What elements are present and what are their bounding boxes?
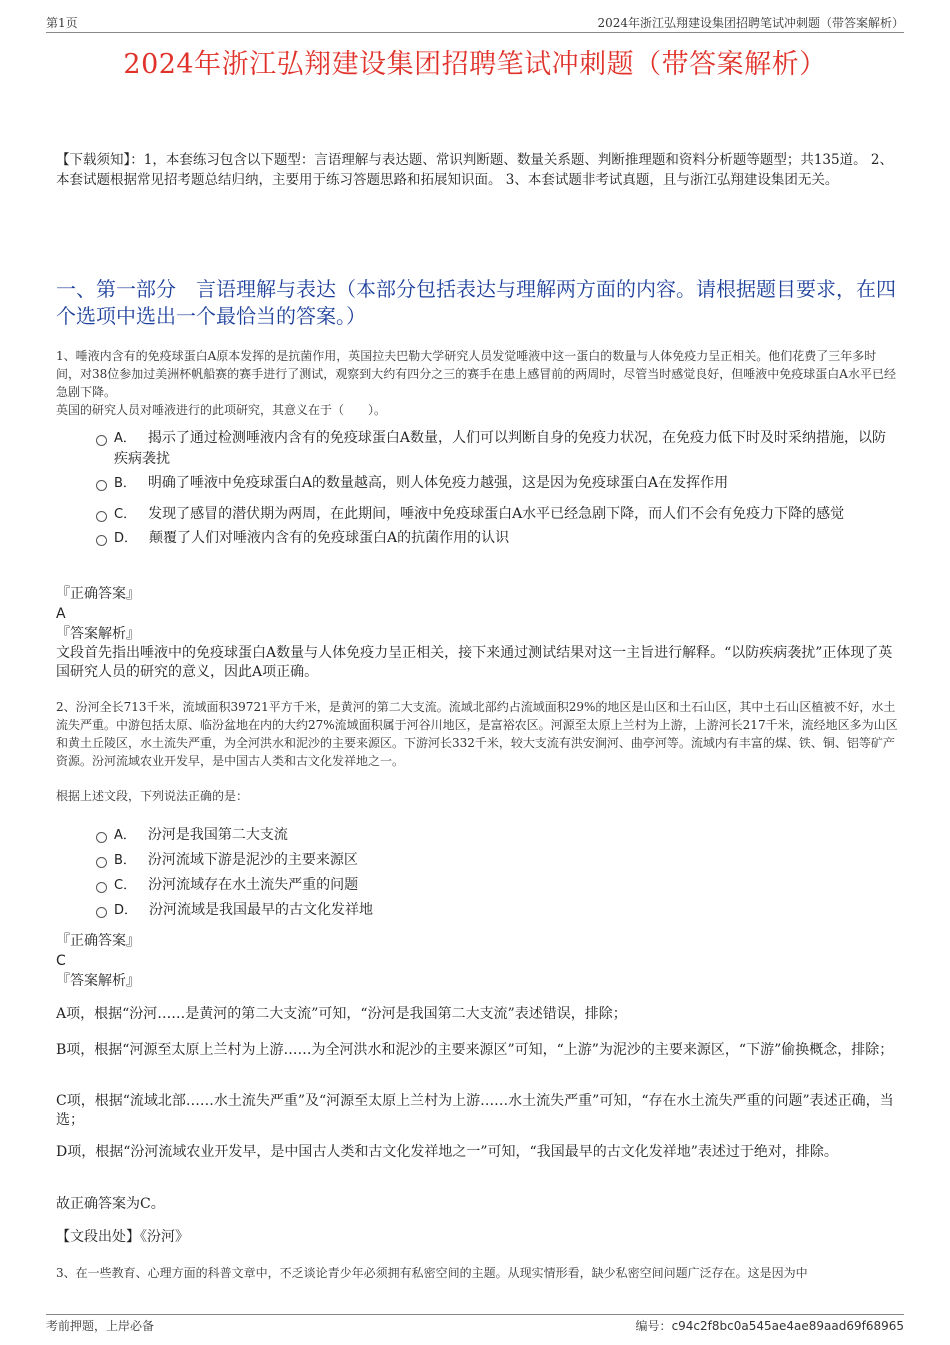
question-2-option-d[interactable]: D． 汾河流域是我国最早的古文化发祥地 bbox=[96, 900, 898, 921]
radio-icon[interactable] bbox=[96, 907, 107, 918]
question-1-stem bbox=[56, 347, 898, 419]
analysis-label: 『答案解析』 bbox=[56, 973, 140, 989]
radio-icon[interactable] bbox=[96, 857, 107, 868]
question-2-analysis-a: A项，根据“汾河……是黄河的第二大支流”可知，“汾河是我国第二大支流”表述错误，排除； bbox=[56, 1006, 627, 1022]
analysis-label: 『答案解析』 bbox=[56, 626, 140, 642]
question-1-answer: A bbox=[56, 606, 66, 622]
radio-icon[interactable] bbox=[96, 832, 107, 843]
radio-icon[interactable] bbox=[96, 535, 107, 546]
question-2-answer-block bbox=[56, 931, 898, 991]
question-2-option-c[interactable]: C． 汾河流域存在水土流失严重的问题 bbox=[96, 875, 898, 896]
question-1-option-b[interactable]: B． 明确了唾液中免疫球蛋白A的数量越高，则人体免疫力越强，这是因为免疫球蛋白A在发挥作用 bbox=[96, 473, 898, 494]
radio-icon[interactable] bbox=[96, 480, 107, 491]
radio-icon[interactable] bbox=[96, 511, 107, 522]
question-2-conclusion: 故正确答案为C。 bbox=[56, 1196, 165, 1212]
footer-slogan: 考前押题，上岸必备 bbox=[46, 1319, 155, 1333]
question-2-option-b[interactable]: B． 汾河流域下游是泥沙的主要来源区 bbox=[96, 850, 898, 871]
question-1-option-c[interactable]: C． 发现了感冒的潜伏期为两周，在此期间，唾液中免疫球蛋白A水平已经急剧下降，而人们不会有免疫力下降的感觉 bbox=[96, 504, 898, 525]
page-number: 第1页 bbox=[46, 16, 78, 30]
page-footer bbox=[46, 1314, 904, 1333]
question-2-prompt: 根据上述文段，下列说法正确的是： bbox=[56, 789, 249, 803]
radio-icon[interactable] bbox=[96, 435, 107, 446]
question-2-passage: 2、汾河全长713千米，流域面积39721平方千米，是黄河的第二大支流。流域北部约占流域面积29%的地区是山区和土石山区，其中土石山区植被不好，水土流失严重。中游包括太原、临汾盆地在内的大约27%流域面积属于河谷川地区，是富裕农区。河源至太原上兰村为上游，上游河长217千米，流经地区多为山区和黄土丘陵区，水土流失严重，为全河洪水和泥沙的主要来源区。下游河长332千米，较大支流有洪安涧河、曲亭河等。流域内有丰富的煤、铁、铜、铝等矿产资源。汾河流域农业开发早，是中国古人类和古文化发祥地之一。 bbox=[56, 700, 898, 768]
question-2-analysis-c: C项，根据“流域北部……水土流失严重”及“河源至太原上兰村为上游……水土流失严重”可知，“存在水土流失严重的问题”表述正确，当选； bbox=[56, 1093, 894, 1128]
footer-doc-code: 编号：c94c2f8bc0a545ae4ae89aad69f68965 bbox=[635, 1319, 904, 1333]
question-1-analysis: 文段首先指出唾液中的免疫球蛋白A数量与人体免疫力呈正相关，接下来通过测试结果对这一主旨进行解释。“以防疾病袭扰”正体现了英国研究人员的研究的意义，因此A项正确。 bbox=[56, 645, 893, 680]
question-2-analysis-b: B项，根据“河源至太原上兰村为上游……为全河洪水和泥沙的主要来源区”可知，“上游”为泥沙的主要来源区，“下游”偷换概念，排除； bbox=[56, 1042, 894, 1058]
question-1-option-d[interactable]: D． 颠覆了人们对唾液内含有的免疫球蛋白A的抗菌作用的认识 bbox=[96, 528, 898, 549]
question-2-analysis-d: D项，根据“汾河流域农业开发早，是中国古人类和古文化发祥地之一”可知，“我国最早的古文化发祥地”表述过于绝对，排除。 bbox=[56, 1144, 838, 1160]
question-2-stem bbox=[56, 698, 898, 805]
question-2-source: 【文段出处】《汾河》 bbox=[56, 1229, 189, 1245]
question-1-passage: 1、唾液内含有的免疫球蛋白A原本发挥的是抗菌作用，英国拉夫巴勒大学研究人员发觉唾液中这一蛋白的数量与人体免疫力呈正相关。他们花费了三年多时间，对38位参加过美洲杯帆船赛的赛手进行了测试，观察到大约有四分之三的赛手在患上感冒前的两周时，尽管当时感觉良好，但唾液中免疫球蛋白A水平已经急剧下降。 bbox=[56, 349, 896, 399]
question-2-answer: C bbox=[56, 953, 66, 969]
question-1-option-a[interactable]: A． 揭示了通过检测唾液内含有的免疫球蛋白A数量，人们可以判断自身的免疫力状况，在免疫力低下时及时采纳措施，以防疾病袭扰 bbox=[96, 428, 898, 470]
question-3-stem: 3、在一些教育、心理方面的科普文章中，不乏谈论青少年必须拥有私密空间的主题。从现实情形看，缺少私密空间问题广泛存在。这是因为中 bbox=[56, 1266, 808, 1280]
radio-icon[interactable] bbox=[96, 882, 107, 893]
document-title: 2024年浙江弘翔建设集团招聘笔试冲刺题（带答案解析） bbox=[123, 49, 827, 80]
correct-answer-label: 『正确答案』 bbox=[56, 933, 140, 949]
question-1-answer-block bbox=[56, 584, 898, 682]
download-notice: 【下载须知】：1，本套练习包含以下题型：言语理解与表达题、常识判断题、数量关系题、判断推理题和资料分析题等题型；共135道。 2、本套试题根据常见招考题总结归纳，主要用于练习答题思路和拓展知识面。 3、本套试题非考试真题，且与浙江弘翔建设集团无关。 bbox=[56, 152, 893, 188]
header-doc-title: 2024年浙江弘翔建设集团招聘笔试冲刺题（带答案解析） bbox=[597, 16, 904, 30]
page-header bbox=[46, 14, 904, 33]
question-2-options bbox=[96, 825, 898, 921]
question-2-option-a[interactable]: A． 汾河是我国第二大支流 bbox=[96, 825, 898, 846]
question-1-prompt: 英国的研究人员对唾液进行的此项研究，其意义在于（ ）。 bbox=[56, 403, 387, 417]
section-heading: 一、第一部分 言语理解与表达（本部分包括表达与理解两方面的内容。请根据题目要求，在四个选项中选出一个最恰当的答案。） bbox=[56, 277, 896, 328]
question-1-options bbox=[96, 428, 898, 549]
correct-answer-label: 『正确答案』 bbox=[56, 586, 140, 602]
